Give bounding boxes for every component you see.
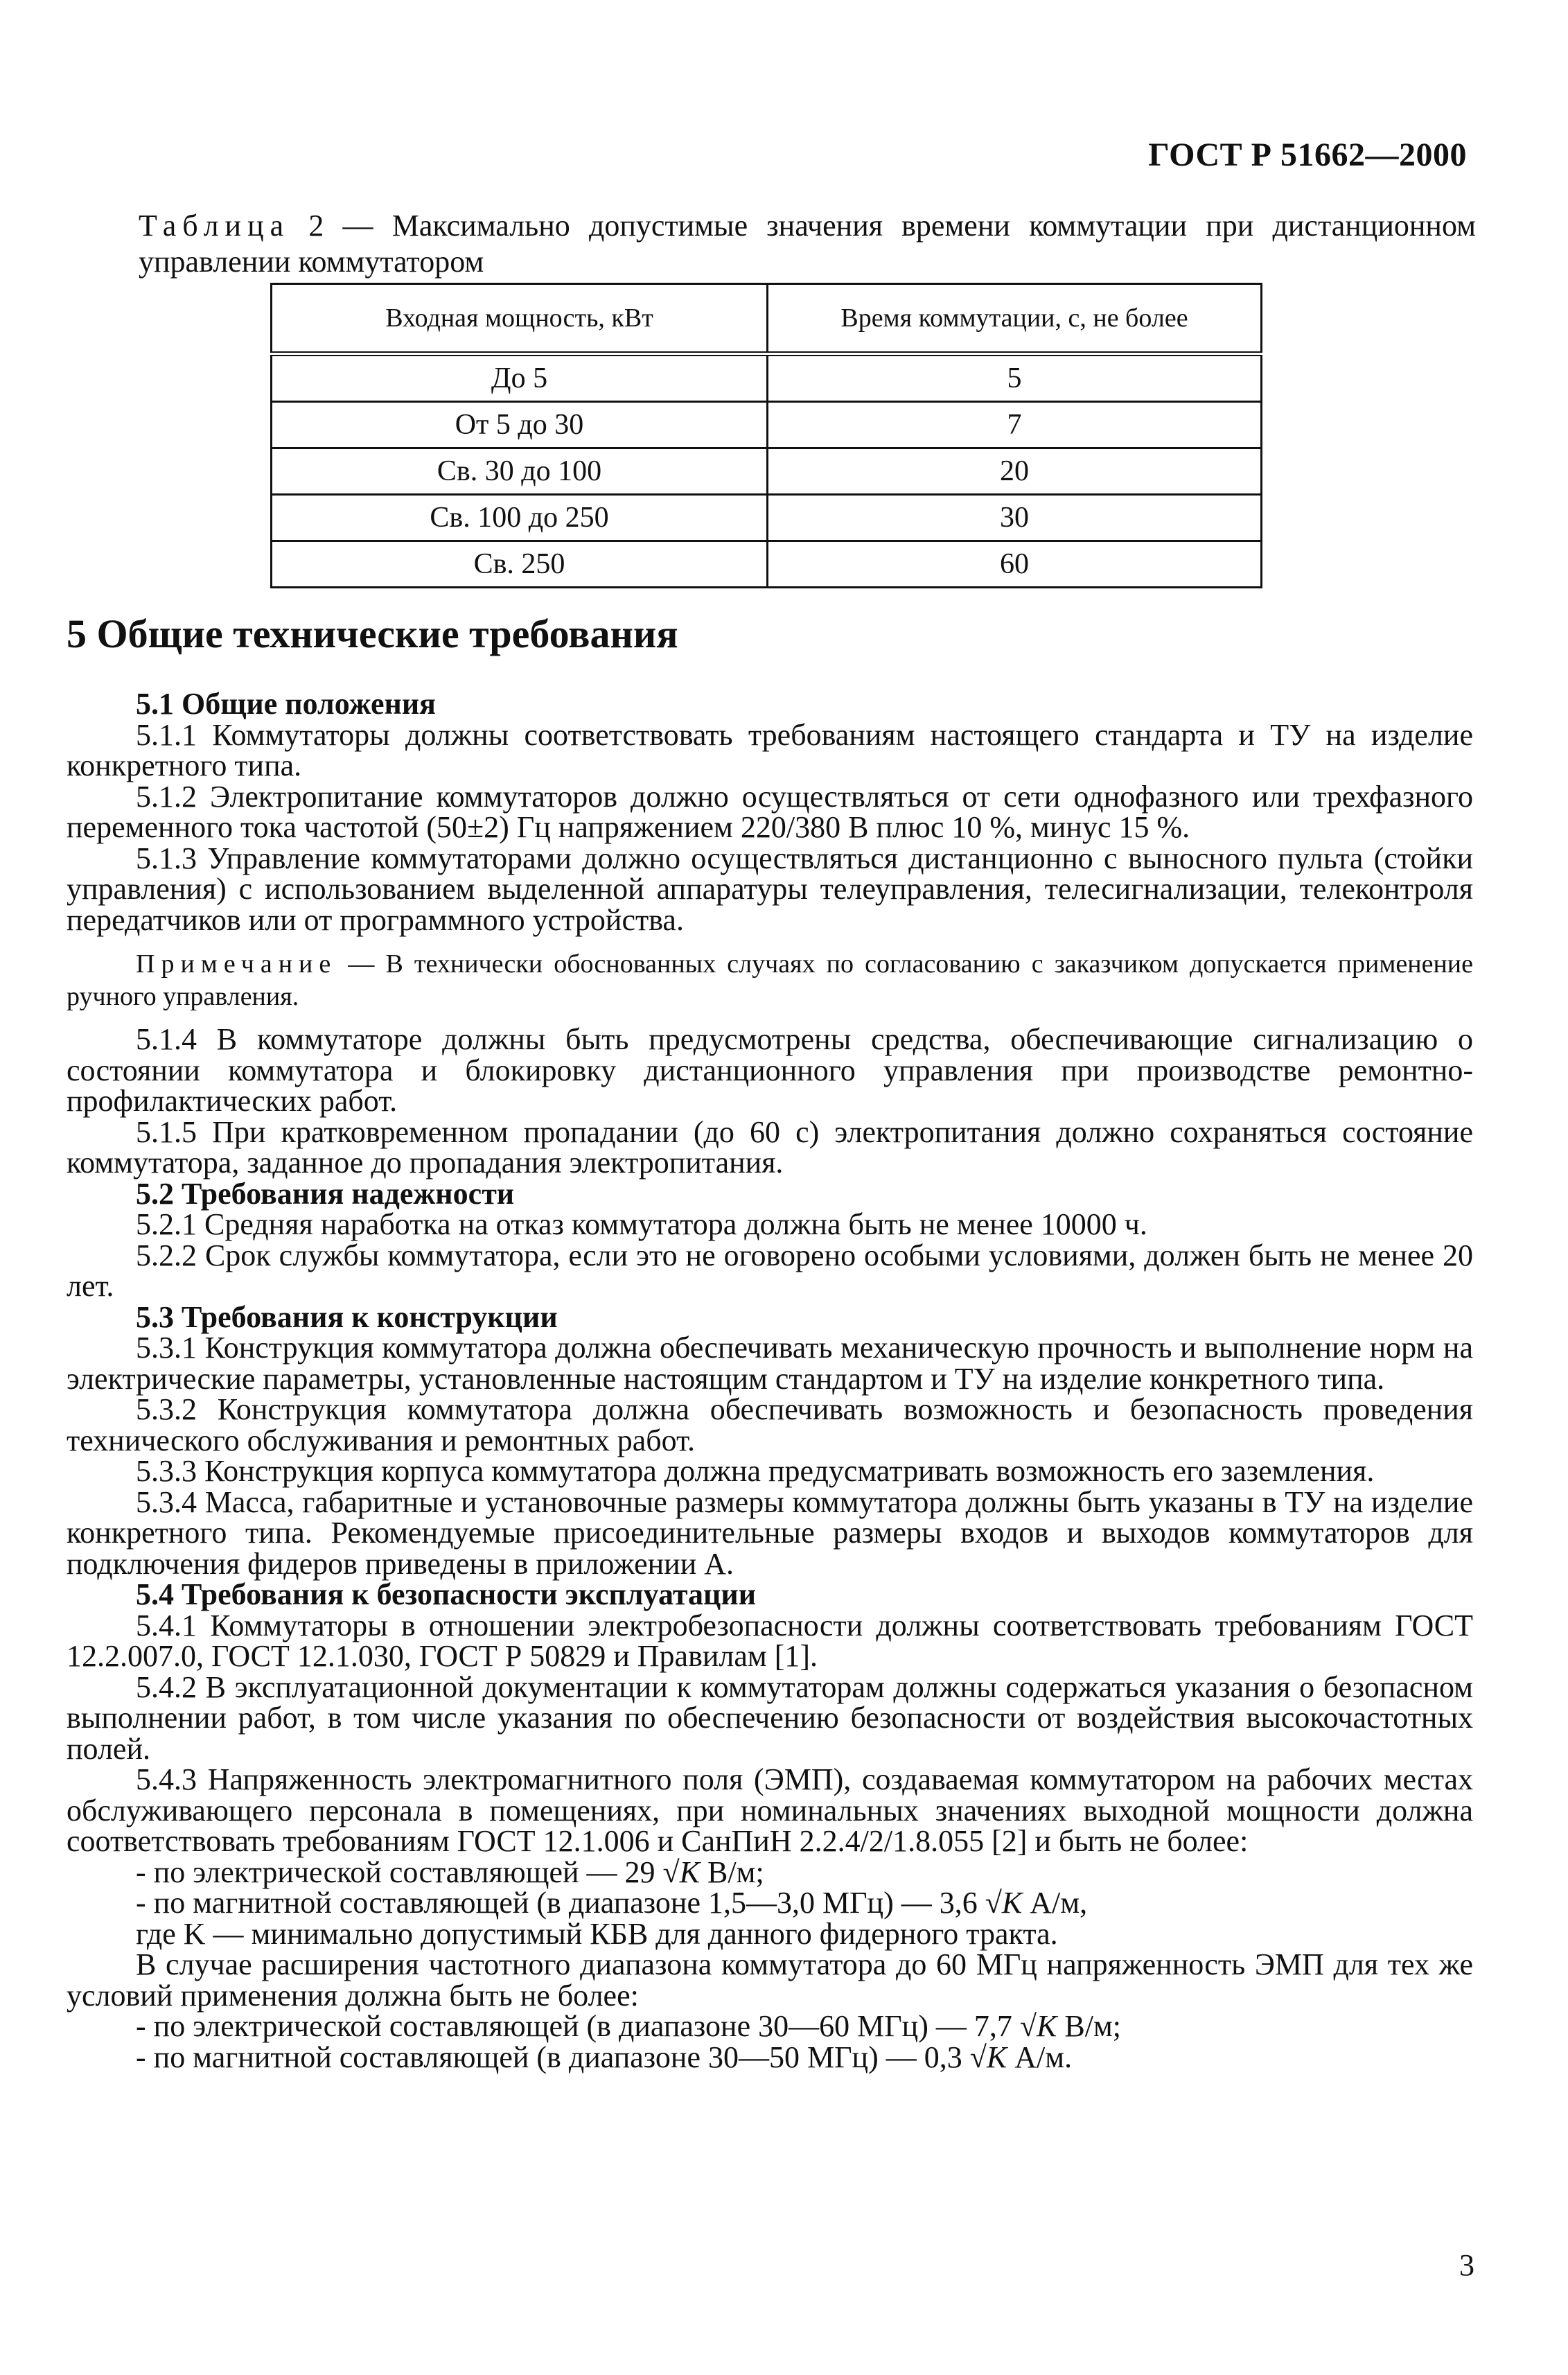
subsection-heading-5-3: 5.3 Требования к конструкции [136, 1299, 558, 1334]
paragraph-5-3-1: 5.3.1 Конструкция коммутатора должна обеспечивать механическую прочность и выполнение норм на электрические параметры, установленные настоящим стандартом и ТУ на изделие конкретного типа. [67, 1331, 1473, 1396]
paragraph-5-2-1: 5.2.1 Средняя наработка на отказ коммутатора должна быть не менее 10000 ч. [136, 1207, 1147, 1241]
column-header-input-power: Входная мощность, кВт [272, 284, 768, 354]
page-number: 3 [1459, 2248, 1474, 2282]
list-item-unit: А/м. [1007, 2040, 1073, 2074]
standard-header: ГОСТ Р 51662—2000 [1148, 137, 1467, 173]
table-row [272, 541, 1262, 588]
sqrt-k-formula: √K [985, 1886, 1023, 1920]
table-row [272, 495, 1262, 541]
list-item-unit: В/м; [700, 1855, 764, 1889]
list-item-magnetic-component [67, 1888, 1473, 1919]
paragraph-5-1-3: 5.1.3 Управление коммутаторами должно осуществляться дистанционно с выносного пульта (стойки управления) с использованием выделенной аппаратуры телеуправления, телесигнализации, телеконтроля передатчиков или от программного устройства. [67, 841, 1473, 937]
table-caption [139, 208, 1476, 280]
note [67, 948, 1473, 1013]
table-cell: До 5 [272, 354, 768, 402]
table-caption-label: Таблица [139, 209, 290, 243]
table-cell: 7 [768, 402, 1262, 448]
list-item-text: - по электрической составляющей — 29 [136, 1855, 663, 1889]
list-item-unit: А/м, [1022, 1886, 1088, 1920]
subsection-heading-5-1: 5.1 Общие положения [136, 687, 436, 721]
table-cell: 30 [768, 495, 1262, 541]
table-cell: От 5 до 30 [272, 402, 768, 448]
table-header-row [272, 284, 1262, 354]
paragraph-5-4-2: 5.4.2 В эксплуатационной документации к коммутаторам должны содержаться указания о безопасном выполнении работ, в том числе указания по обеспечению безопасности от воздействия высокочастотных полей. [67, 1669, 1473, 1766]
paragraph-5-1-4: 5.1.4 В коммутаторе должны быть предусмотрены средства, обеспечивающие сигнализацию о состоянии коммутатора и блокировку дистанционного управления при производстве ремонтно-профилактических работ. [67, 1022, 1473, 1118]
list-item-electric-30-60 [67, 2011, 1473, 2042]
table-cell: 5 [768, 354, 1262, 402]
subsection-heading-5-2: 5.2 Требования надежности [136, 1176, 515, 1211]
paragraph-5-2-2: 5.2.2 Срок службы коммутатора, если это не оговорено особыми условиями, должен быть не менее 20 лет. [67, 1238, 1473, 1303]
paragraph-5-1-5: 5.1.5 При кратковременном пропадании (до 60 с) электропитания должно сохраняться состояние коммутатора, заданное до пропадания электропитания. [67, 1114, 1473, 1180]
note-label: Примечание [136, 949, 337, 979]
sqrt-k-formula: √K [662, 1855, 701, 1889]
list-item-text: - по магнитной составляющей (в диапазоне 30—50 МГц) — 0,3 [136, 2040, 970, 2074]
paragraph-5-3-3: 5.3.3 Конструкция корпуса коммутатора должна предусматривать возможность его заземления. [136, 1454, 1375, 1488]
paragraph-5-3-4: 5.3.4 Масса, габаритные и установочные размеры коммутатора должны быть указаны в ТУ на изделие конкретного типа. Рекомендуемые присоединительные размеры входов и выходов коммутаторов для подключения фидеров приведены в приложении А. [67, 1484, 1473, 1581]
table-cell: Св. 100 до 250 [272, 495, 768, 541]
subsection-heading-5-4: 5.4 Требования к безопасности эксплуатации [136, 1577, 757, 1611]
list-item-electric-component [67, 1857, 1473, 1888]
sqrt-k-formula: √K [969, 2040, 1007, 2074]
paragraph-5-4-1: 5.4.1 Коммутаторы в отношении электробезопасности должны соответствовать требованиям ГОСТ 12.2.007.0, ГОСТ 12.1.030, ГОСТ Р 50829 и Правилам [1]. [67, 1608, 1473, 1673]
definition-k: где K — минимально допустимый КБВ для данного фидерного тракта. [136, 1916, 1058, 1951]
paragraph-5-1-1: 5.1.1 Коммутаторы должны соответствовать требованиям настоящего стандарта и ТУ на изделие конкретного типа. [67, 717, 1473, 782]
list-item-magnetic-30-50 [67, 2042, 1473, 2074]
switching-time-table [270, 283, 1262, 588]
table-cell: 60 [768, 541, 1262, 588]
paragraph-5-1-2: 5.1.2 Электропитание коммутаторов должно осуществляться от сети однофазного или трехфазного переменного тока частотой (50±2) Гц напряжением 220/380 В плюс 10 %, минус 15 %. [67, 779, 1473, 844]
list-item-text: - по магнитной составляющей (в диапазоне 1,5—3,0 МГц) — 3,6 [136, 1886, 985, 1920]
sqrt-k-formula: √K [1019, 2009, 1057, 2043]
note-text: — В технически обоснованных случаях по согласованию с заказчиком допускается применение ручного управления. [67, 949, 1473, 1011]
table-row [272, 402, 1262, 448]
section-title: 5 Общие технические требования [67, 611, 678, 656]
paragraph-extended-range: В случае расширения частотного диапазона коммутатора до 60 МГц напряженность ЭМП для тех же условий применения должна быть не более: [67, 1947, 1473, 2013]
table-row [272, 354, 1262, 402]
section-5-content [67, 610, 1473, 2073]
table-caption-text: 2 — Максимально допустимые значения времени коммутации при дистанционном управлении коммутатором [139, 209, 1476, 279]
table-cell: Св. 250 [272, 541, 768, 588]
table-cell: 20 [768, 448, 1262, 495]
list-item-text: - по электрической составляющей (в диапазоне 30—60 МГц) — 7,7 [136, 2009, 1020, 2043]
column-header-switching-time: Время коммутации, с, не более [768, 284, 1262, 354]
table-row [272, 448, 1262, 495]
table-cell: Св. 30 до 100 [272, 448, 768, 495]
paragraph-5-3-2: 5.3.2 Конструкция коммутатора должна обеспечивать возможность и безопасность проведения технического обслуживания и ремонтных работ. [67, 1392, 1473, 1457]
list-item-unit: В/м; [1057, 2009, 1122, 2043]
paragraph-5-4-3: 5.4.3 Напряженность электромагнитного поля (ЭМП), создаваемая коммутатором на рабочих местах обслуживающего персонала в помещениях, при номинальных значениях выходной мощности должна соответствовать требованиям ГОСТ 12.1.006 и СанПиН 2.2.4/2/1.8.055 [2] и быть не более: [67, 1762, 1473, 1858]
